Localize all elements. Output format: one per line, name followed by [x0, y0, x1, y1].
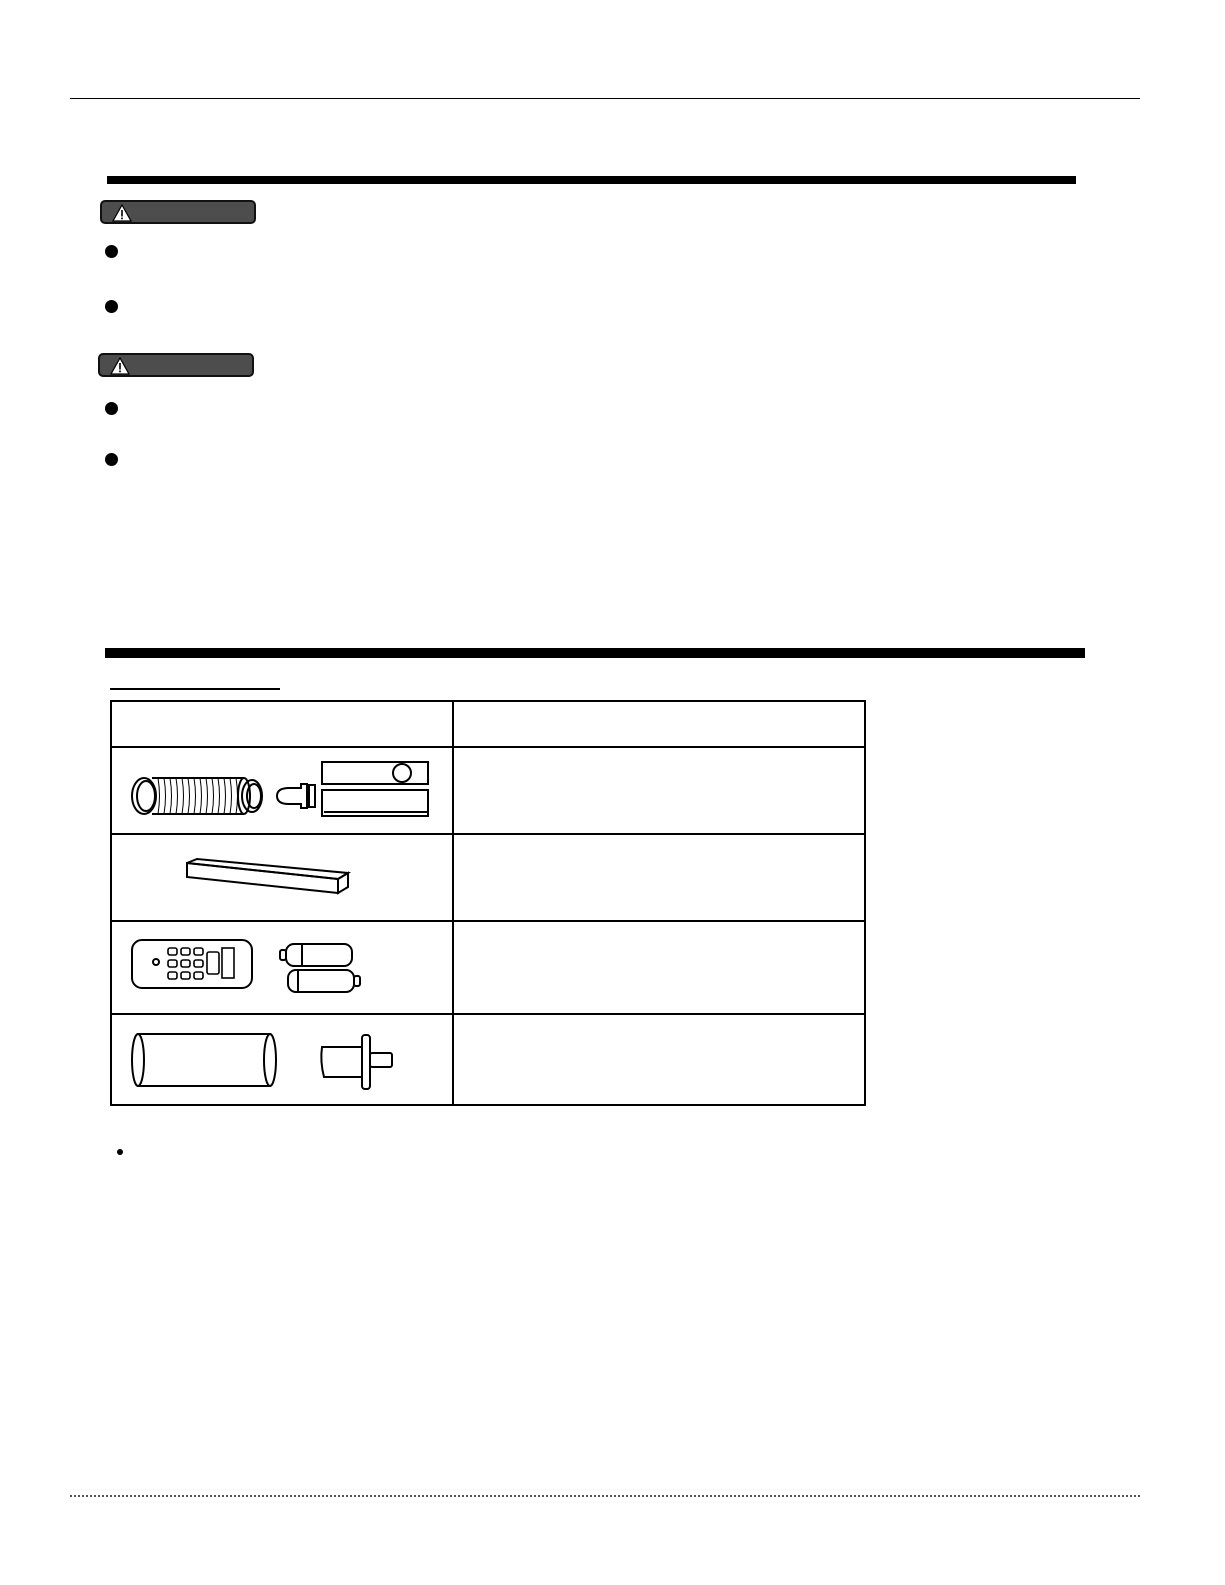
- accessories-subheading: [110, 668, 410, 686]
- table-description-cell: [453, 1014, 865, 1105]
- table-row: [111, 1014, 865, 1105]
- table-image-cell: [111, 834, 453, 921]
- note-bullet-icon: [117, 1149, 123, 1155]
- table-image-cell: [111, 747, 453, 834]
- warning-item-2: [130, 298, 1070, 314]
- caution-item-1: [130, 400, 1070, 416]
- foam-seal-strip-illustration: [112, 835, 432, 915]
- drain-hose-kit-illustration: [112, 1015, 432, 1099]
- section-1-heading-rule: [107, 176, 1076, 184]
- page-footer-rule: [70, 1495, 1140, 1497]
- accessories-table: [110, 700, 866, 1106]
- window-slider-kit-icon: [277, 762, 428, 816]
- section-2-heading-rule: [105, 648, 1085, 658]
- batteries-icon: [280, 944, 360, 992]
- foam-seal-strip-icon: [187, 859, 348, 893]
- warning-badge: [100, 200, 256, 224]
- table-row: [111, 921, 865, 1014]
- table-description-cell: [453, 834, 865, 921]
- bullet-icon: [105, 300, 118, 313]
- bullet-icon: [105, 245, 118, 258]
- table-description-cell: [453, 921, 865, 1014]
- remote-control-icon: [132, 940, 252, 988]
- table-description-cell: [453, 747, 865, 834]
- page-header-rule: [70, 98, 1140, 99]
- table-header-row: [111, 701, 865, 747]
- remote-batteries-illustration: [112, 922, 432, 1008]
- caution-badge: [98, 353, 254, 377]
- caution-item-2: [130, 451, 1070, 467]
- note-text: [132, 1144, 1032, 1160]
- drain-hose-icon: [132, 1034, 276, 1086]
- bullet-icon: [105, 453, 118, 466]
- table-header-cell: [453, 701, 865, 747]
- table-header-cell: [111, 701, 453, 747]
- table-row: [111, 747, 865, 834]
- table-row: [111, 834, 865, 921]
- bullet-icon: [105, 402, 118, 415]
- drain-connector-icon: [321, 1035, 392, 1089]
- table-image-cell: [111, 921, 453, 1014]
- table-image-cell: [111, 1014, 453, 1105]
- warning-item-1: [130, 243, 1070, 259]
- warning-triangle-icon: [112, 204, 132, 222]
- exhaust-hose-icon: [132, 778, 262, 814]
- warning-triangle-icon: [110, 357, 130, 375]
- exhaust-hose-kit-illustration: [112, 748, 432, 828]
- subheading-underline: [110, 688, 280, 690]
